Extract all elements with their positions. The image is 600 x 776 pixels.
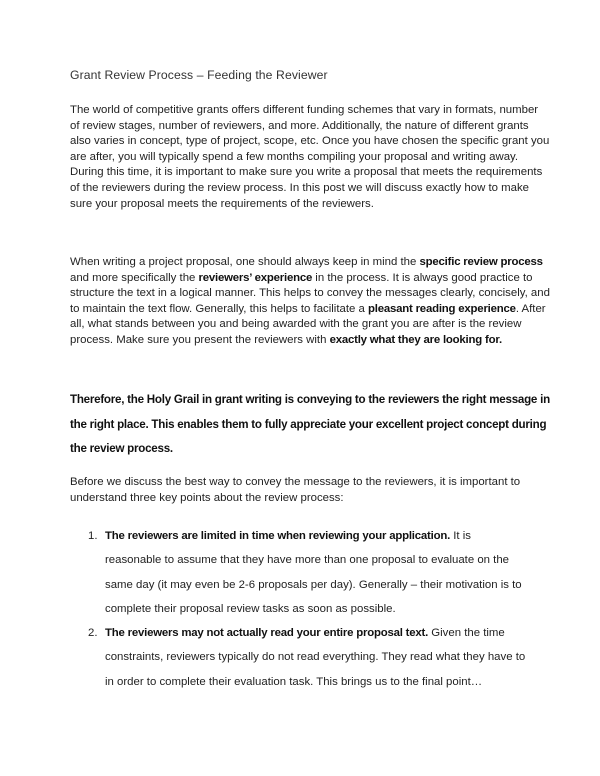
intro-paragraph: The world of competitive grants offers different funding schemes that vary in formats, number of review stages, number of reviewers, and more. Additionally, the nature of different grants also varies in concept, type of project, scope, etc. Once you have chosen the specific grant you are after, you will typically spend a few months compiling your proposal and writing away. During this time, it is important to make sure you write a proposal that meets the requirements of the reviewers during the review process. In this post we will discuss exactly how to make sure your proposal meets the requirements of the reviewers. [70,104,550,210]
bold-phrase-exactly-what: exactly what they are looking for. [329,333,502,346]
bold-phrase-specific-review-process: specific review process [419,256,543,268]
bold-phrase-pleasant-reading: pleasant reading experience [368,302,516,315]
bold-phrase-reviewers-experience: reviewers’ experience [198,271,313,284]
list-item-text: Given the time constraints, reviewers typically do not read everything. They read what they have to in order to complete their evaluation task. This brings us to the final point… [105,627,526,688]
key-points-intro: Before we discuss the best way to convey the message to the reviewers, it is important to understand three key points about the review process: [70,476,521,504]
text-span: When writing a project proposal, one should always keep in mind the [70,256,420,268]
text-span: in the process. It is always good practice to structure the text in a logical manner. This helps to convey the messages clearly, concisely, and to maintain the text flow. Generally, this helps to facilitate a [70,271,550,315]
text-span: and more specifically the [70,271,199,284]
list-item [88,621,528,694]
writing-paragraph [70,255,550,349]
list-item-heading: The reviewers may not actually read your entire proposal text. [105,627,429,640]
document-title: Grant Review Process – Feeding the Reviewer [70,68,328,82]
list-number: 1. [88,530,98,542]
list-item [88,524,528,621]
text-span: . After all, what stands between you and being awarded with the grant you are after is the review process. Make sure you present the reviewers with [70,302,546,346]
key-points-list [88,524,528,694]
list-number: 2. [88,627,98,640]
list-item-heading: The reviewers are limited in time when reviewing your application. [105,530,451,542]
list-item-text: It is reasonable to assume that they have more than one proposal to evaluate on the same day (it may even be 2-6 proposals per day). Generally – their motivation is to complete their proposal review tasks as soon as possible. [105,530,522,615]
holy-grail-statement: Therefore, the Holy Grail in grant writing is conveying to the reviewers the right message in the right place. This enables them to fully appreciate your excellent project concept during the review process. [70,393,550,455]
